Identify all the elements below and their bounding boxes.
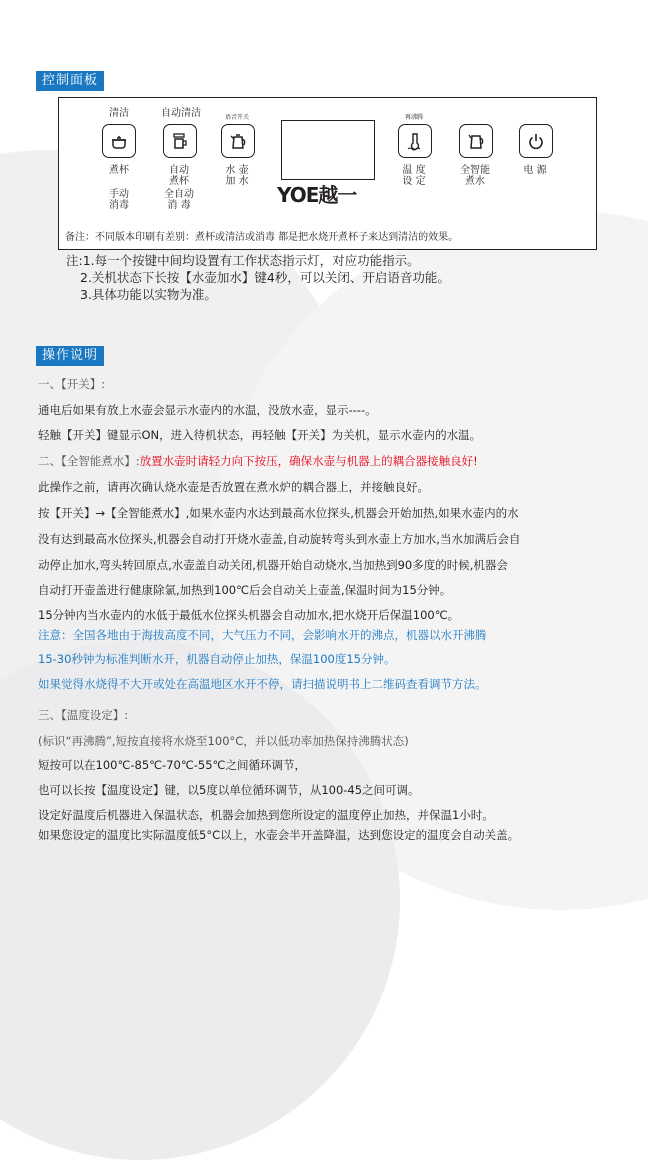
kettle-icon (228, 131, 248, 151)
body-line: 轻触【开关】键显示ON，进入待机状态，再轻触【开关】为关机，显示水壶内的水温。 (38, 428, 482, 442)
body-line: 也可以长按【温度设定】键，以5度以单位循环调节，从100-45之间可调。 (38, 783, 420, 797)
notice-line: 15-30秒钟为标准判断水开，机器自动停止加热，保温100度15分钟。 (38, 652, 396, 666)
panel-note: 备注：不同版本印刷有差别：煮杯或清洁或消毒 都是把水烧开煮杯子来达到清洁的效果。 (65, 232, 459, 243)
brand-logo: YOE越一 (277, 183, 357, 207)
body-line: 自动打开壶盖进行健康除氯,加热到100℃后会自动关上壶盖,保温时间为15分钟。 (38, 583, 452, 597)
body-line: 动停止加水,弯头转回原点,水壶盖自动关闭,机器开始自动烧水,当加热到90多度的时候,机器会 (38, 558, 508, 572)
temperature-setting-button[interactable] (398, 124, 432, 158)
body-line: 通电后如果有放上水壶会显示水壶内的水温，没放水壶，显示----。 (38, 403, 377, 417)
note-line: 3.具体功能以实物为准。 (80, 287, 217, 302)
body-line: 没有达到最高水位探头,机器会自动打开烧水壶盖,自动旋转弯头到水壶上方加水,当水加满后会自 (38, 532, 521, 546)
smart-kettle-icon (466, 131, 486, 151)
body-line: 15分钟内当水壶内的水低于最低水位探头机器会自动加水,把水烧开后保温100℃。 (38, 608, 460, 622)
section-heading: 一、【开关】: (38, 377, 106, 391)
control-panel-tag: 控制面板 (36, 71, 104, 91)
body-line: 此操作之前，请再次确认烧水壶是否放置在煮水炉的耦合器上，并接触良好。 (38, 480, 429, 494)
clean-button[interactable] (102, 124, 136, 158)
button-bottom-label: 自动 煮杯 (169, 165, 189, 187)
button-top-label: 再沸腾 (404, 114, 423, 121)
power-button[interactable] (519, 124, 553, 158)
pot-icon (109, 131, 129, 151)
thermometer-icon (405, 131, 425, 151)
note-line: 注:1.每一个按键中间均设置有工作状态指示灯，对应功能指示。 (66, 253, 420, 268)
operation-tag: 操作说明 (36, 346, 104, 366)
cup-icon (170, 131, 190, 151)
display-screen (281, 120, 375, 180)
body-line: 按【开关】→【全智能煮水】,如果水壶内水达到最高水位探头,机器会开始加热,如果水壶内的水 (38, 506, 519, 520)
section-heading: 三、【温度设定】: (38, 708, 129, 722)
section-heading-label: 二、【全智能煮水】: (38, 454, 140, 468)
button-top-label: 语音开关 (224, 114, 249, 121)
button-bottom-label: 电 源 (523, 165, 547, 176)
notice-line: 如果觉得水烧得不大开或处在高温地区水开不停，请扫描说明书上二维码查看调节方法。 (38, 677, 487, 691)
warning-text: 放置水壶时请轻力向下按压，确保水壶与机器上的耦合器接触良好! (139, 454, 478, 468)
auto-clean-button[interactable] (163, 124, 197, 158)
button-top-label: 自动清洁 (161, 108, 201, 119)
panel-notes (66, 252, 450, 303)
body-line: 短按可以在100℃-85℃-70℃-55℃之间循环调节， (38, 758, 306, 772)
notice-line: 注意：全国各地由于海拔高度不同，大气压力不同，会影响水开的沸点，机器以水开沸腾 (38, 628, 487, 642)
smart-boil-button[interactable] (459, 124, 493, 158)
body-line: 如果您设定的温度比实际温度低5°C以上，水壶会半开盖降温，达到您设定的温度会自动关盖。 (38, 828, 520, 842)
power-icon (526, 131, 546, 151)
button-extra-label: 手动 消毒 (109, 189, 129, 211)
button-top-label: 清洁 (109, 108, 129, 119)
body-line: 设定好温度后机器进入保温状态，机器会加热到您所设定的温度停止加热，并保温1小时。 (38, 808, 494, 822)
button-bottom-label: 温 度 设 定 (402, 165, 426, 187)
kettle-water-button[interactable] (221, 124, 255, 158)
note-line: 2.关机状态下长按【水壶加水】键4秒，可以关闭、开启语音功能。 (80, 270, 450, 285)
body-line: (标识“再沸腾”,短按直接将水烧至100°C，并以低功率加热保持沸腾状态) (38, 734, 409, 748)
button-bottom-label: 水 壶 加 水 (225, 165, 249, 187)
button-bottom-label: 煮杯 (109, 165, 129, 176)
button-extra-label: 全自动 消 毒 (164, 189, 194, 211)
control-panel-diagram (58, 97, 597, 250)
section-heading (38, 454, 478, 469)
button-bottom-label: 全智能 煮水 (460, 165, 490, 187)
